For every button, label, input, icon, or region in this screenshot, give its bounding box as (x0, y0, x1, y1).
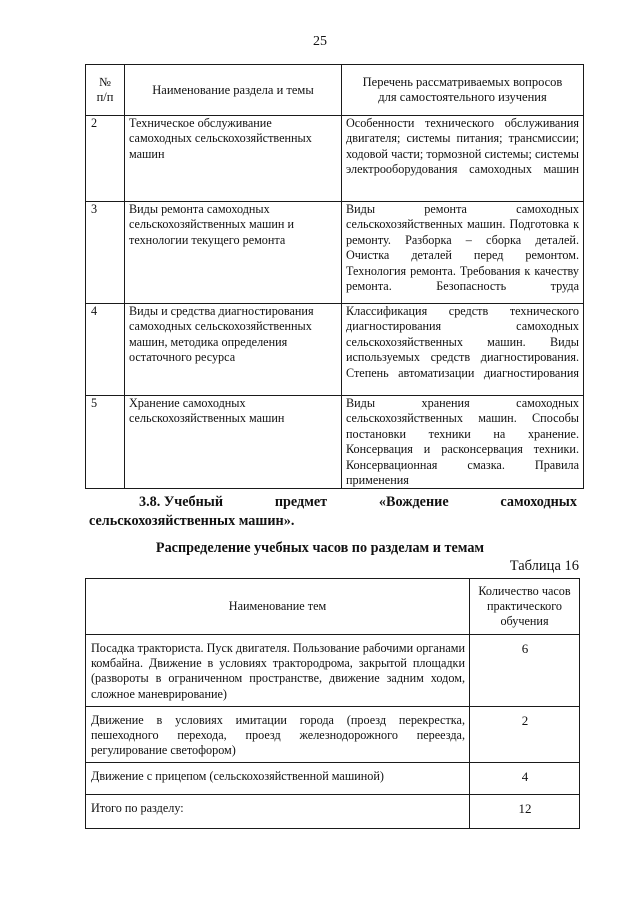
table-row (86, 116, 584, 202)
section-heading (89, 493, 577, 531)
row-hours: 12 (470, 795, 580, 829)
row-number: 4 (86, 304, 125, 396)
row-hours: 2 (470, 706, 580, 763)
page-number: 25 (313, 34, 327, 49)
table-header-row (86, 579, 580, 635)
hours-distribution-table (85, 578, 580, 829)
table-row (86, 763, 580, 795)
header-section-name: Наименование раздела и темы (125, 65, 342, 116)
row-topics: Классификация средств технического диагностирования самоходных сельскохозяйственных машин. Виды используемых средств диагностирования. Степень автоматизации диагностирования (342, 304, 584, 396)
header-number: № п/п (86, 65, 125, 116)
table-row (86, 795, 580, 829)
table-row (86, 635, 580, 707)
header-topics-list: Перечень рассматриваемых вопросов для самостоятельного изучения (342, 65, 584, 116)
row-topic: Движение с прицепом (сельскохозяйственной машиной) (86, 763, 470, 795)
row-topics: Особенности технического обслуживания двигателя; системы питания; трансмиссии; ходовой части; тормозной системы; системы электрооборудования самоходных машин (342, 116, 584, 202)
table-label: Таблица 16 (509, 558, 579, 574)
distribution-heading: Распределение учебных часов по разделам и темам (155, 540, 485, 556)
table-row (86, 202, 584, 304)
row-topic: Движение в условиях имитации города (проезд перекрестка, пешеходного перехода, проезд железнодорожного переезда, регулирование светофором) (86, 706, 470, 763)
row-section: Виды ремонта самоходных сельскохозяйственных машин и технологии текущего ремонта (125, 202, 342, 304)
row-section: Хранение самоходных сельскохозяйственных машин (125, 396, 342, 489)
section-heading-word: предмет (274, 494, 328, 510)
row-section: Техническое обслуживание самоходных сельскохозяйственных машин (125, 116, 342, 202)
self-study-topics-table (85, 64, 584, 489)
table-row (86, 304, 584, 396)
section-heading-part: 3.8. Учебный (139, 494, 224, 510)
header-topic-name: Наименование тем (86, 579, 470, 635)
row-topics: Виды ремонта самоходных сельскохозяйственных машин. Подготовка к ремонту. Разборка – сборка деталей. Очистка деталей перед ремонтом. Технология ремонта. Требования к качеству ремонта. Безопасность труда (342, 202, 584, 304)
row-section: Виды и средства диагностирования самоходных сельскохозяйственных машин, методика определения остаточного ресурса (125, 304, 342, 396)
section-heading-word: самоходных (500, 494, 577, 510)
table-row (86, 396, 584, 489)
section-heading-line2: сельскохозяйственных машин». (89, 513, 295, 529)
row-number: 5 (86, 396, 125, 489)
row-hours: 4 (470, 763, 580, 795)
table-row (86, 706, 580, 763)
row-topic: Итого по разделу: (86, 795, 470, 829)
header-practical-hours: Количество часов практического обучения (470, 579, 580, 635)
section-heading-word: «Вождение (378, 494, 449, 510)
row-topic: Посадка тракториста. Пуск двигателя. Пользование рабочими органами комбайна. Движение в условиях трактородрома, закрытой площадки (развороты в ограниченном пространстве, движение задним ходом, сложное маневрирование) (86, 635, 470, 707)
row-number: 3 (86, 202, 125, 304)
table-header-row (86, 65, 584, 116)
row-topics: Виды хранения самоходных сельскохозяйственных машин. Способы постановки техники на хранение. Консервация и расконсервация техники. Консервационная смазка. Правила применения (342, 396, 584, 489)
row-number: 2 (86, 116, 125, 202)
row-hours: 6 (470, 635, 580, 707)
